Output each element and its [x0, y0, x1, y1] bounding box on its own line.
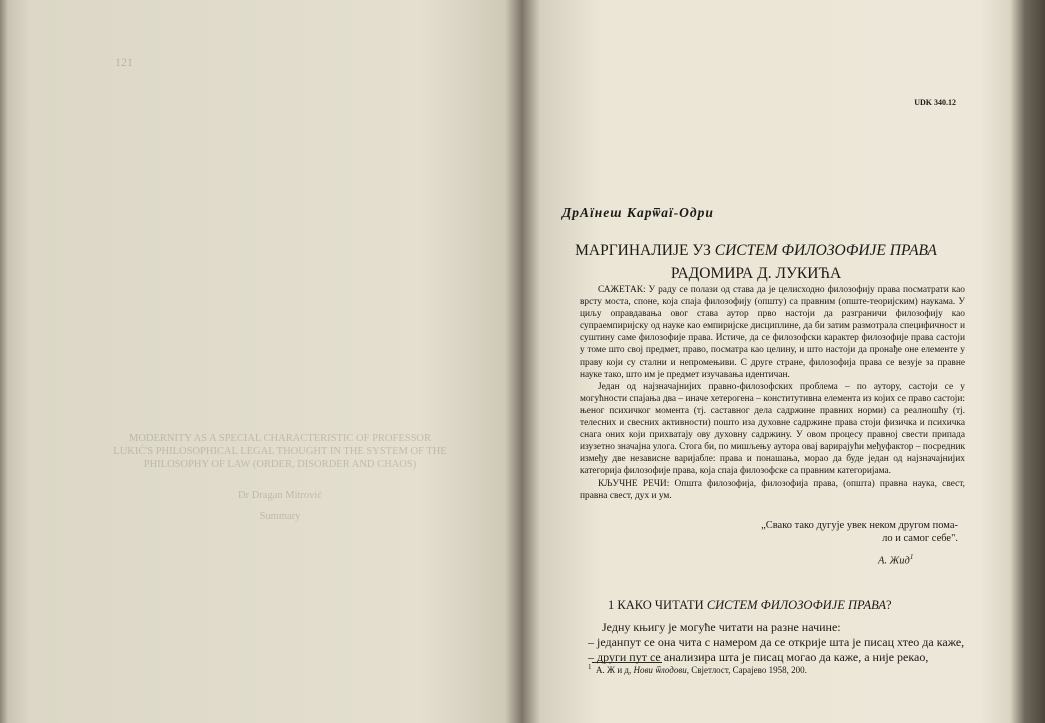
keywords: КЉУЧНЕ РЕЧИ: Општа филозофија, филозофија права, (општа) правна наука, свест, правна свест, дух и ум.: [580, 478, 965, 501]
udk-code: UDK 340.12: [914, 98, 956, 107]
section-heading: 1 КАКО ЧИТАТИ СИСТЕМ ФИЛОЗОФИЈЕ ПРАВА?: [608, 598, 892, 612]
epigraph: „Свако тако дугује увек неком другом пома- ло и самог себе".: [761, 520, 958, 544]
abstract-paragraph: САЖЕТАК: У раду се полази од става да је целисходно филозофију права посматрати као врсту моста, споне, која спаја филозофију (општу) са правним (опште-теоријским) наукама. У циљу оправдавања овог става аутор прво настоји да разграничи филозофију као супраемпиријску од науке као емпиријске дисциплине, да би затим размотрала специфичност и суштину саме филозофије права. Истиче, да се филозофски карактер филозофије права састоји у томе што свој предмет, право, посматра као целину, и што настоји да пронађе оне елементе у праву који су стални и непромењиви. С друге стране, филозофија права се везује за правне науке тако, што им је предмет изучавања идентичан.: [580, 285, 965, 380]
ghost-english-title: MODERNITY AS A SPECIAL CHARACTERISTIC OF PROFESSOR LUKIĆ'S PHILOSOPHICAL LEGAL THOUGHT IN THE SYSTEM OF THE PHILOSOPHY OF LAW (ORDER, DISORDER AND CHAOS) Dr Dragan Mitrović Summary: [113, 433, 447, 522]
right-page: [538, 18, 1018, 713]
abstract: [580, 284, 965, 502]
body-paragraph: – једанпут се она чита с намером да се открије шта је писац хтео да каже,: [588, 635, 965, 649]
body-text: [588, 620, 968, 665]
footnote: $^1$ А. Ж и д, Нови ѿлодови, Свјетлост, Сарајево 1958, 200.: [588, 663, 807, 675]
left-page: [20, 20, 515, 710]
body-paragraph: – други пут се анализира шта је писац могао да каже, а није рекао,: [588, 650, 929, 664]
left-page-number: 121: [115, 55, 133, 69]
abstract-paragraph: Један од најзначајнијих правно-филозофских проблема – по аутору, састоји се у могућности спајања два – иначе хетерогена – конститутивна елемента из којих се право састоји: њеног психичког момента (тј. саставног дела садржине правних норми) са реалношћу (тј. телесних и свесних активности) пошто иза духовне садржине права стоји физичка и психичка снага оних који прихватају ову духовну садржину. У овом процесу правној свести припада изузетно значајна улога. Стога би, по мишљењу аутора овај варирајући међуфактор – посредник између две независне варијабле: права и понашања, морао да буде један од најзначајнијих категорија филозофије права, која спаја филозофске са правним категоријама.: [580, 381, 966, 477]
body-paragraph: Једну књигу је могуће читати на разне начине:: [602, 620, 841, 634]
epigraph-author: А. Жид$^1$: [878, 553, 914, 567]
article-title: МАРГИНАЛИЈЕ УЗ СИСТЕМ ФИЛОЗОФИЈЕ ПРАВА РАДОМИРА Д. ЛУКИЋА: [575, 242, 937, 282]
article-author: ДрАїнеш Карѿаї-Одри: [562, 205, 714, 220]
